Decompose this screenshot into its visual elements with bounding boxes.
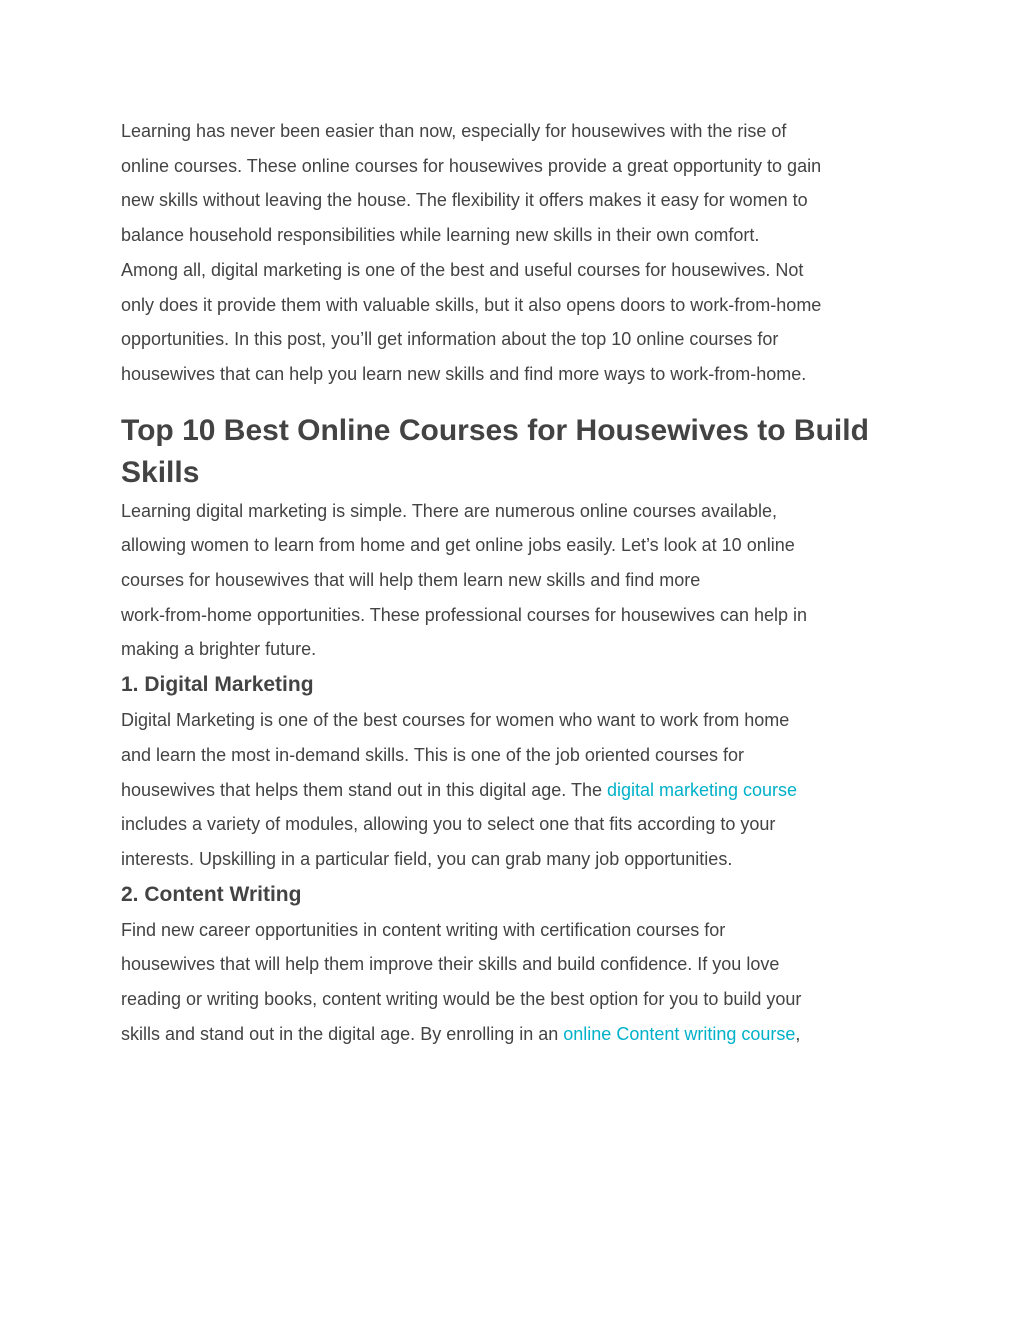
- among-all-paragraph: [121, 253, 911, 392]
- text-line: and learn the most in-demand skills. This is one of the job oriented courses for: [121, 744, 744, 765]
- content-writing-heading: 2. Content Writing: [121, 882, 302, 906]
- text-line: opportunities. In this post, you’ll get information about the top 10 online courses for: [121, 329, 779, 350]
- main-heading: [121, 410, 911, 494]
- text-line: reading or writing books, content writing would be the best option for you to build your: [121, 989, 802, 1010]
- heading-line: Top 10 Best Online Courses for Housewives to Build: [121, 413, 869, 447]
- text-line: Learning digital marketing is simple. There are numerous online courses available,: [121, 500, 778, 521]
- text-line: housewives that can help you learn new skills and find more ways to work-from-home.: [121, 363, 807, 384]
- trailing-comma: ,: [795, 1023, 801, 1044]
- text-line: only does it provide them with valuable skills, but it also opens doors to work-from-home: [121, 294, 822, 315]
- content-writing-paragraph: [121, 913, 911, 1052]
- text-line-with-link: [121, 773, 911, 808]
- text-line: making a brighter future.: [121, 639, 317, 660]
- text-line: housewives that will help them improve their skills and build confidence. If you love: [121, 954, 780, 975]
- document-page: [121, 114, 911, 1051]
- text-line: Among all, digital marketing is one of the best and useful courses for housewives. Not: [121, 259, 804, 280]
- heading-line: Skills: [121, 455, 200, 489]
- text-line: interests. Upskilling in a particular field, you can grab many job opportunities.: [121, 848, 733, 869]
- text-line: courses for housewives that will help them learn new skills and find more: [121, 570, 701, 591]
- digital-marketing-course-link[interactable]: digital marketing course: [606, 779, 798, 800]
- content-writing-course-link[interactable]: online Content writing course: [563, 1023, 796, 1044]
- intro-paragraph: [121, 114, 911, 253]
- text-segment: housewives that helps them stand out in this digital age. The: [121, 779, 607, 800]
- text-line: work-from-home opportunities. These professional courses for housewives can help in: [121, 604, 808, 625]
- digital-marketing-heading: 1. Digital Marketing: [121, 673, 314, 697]
- text-line: balance household responsibilities while learning new skills in their own comfort.: [121, 225, 760, 246]
- text-line-with-link: [121, 1017, 911, 1052]
- text-segment: skills and stand out in the digital age. By enrolling in an: [121, 1023, 564, 1044]
- text-line: includes a variety of modules, allowing you to select one that fits according to your: [121, 814, 776, 835]
- text-line: Learning has never been easier than now, especially for housewives with the rise of: [121, 121, 787, 141]
- section-intro-paragraph: [121, 494, 911, 668]
- text-line: new skills without leaving the house. The flexibility it offers makes it easy for women to: [121, 190, 808, 211]
- text-line: allowing women to learn from home and get online jobs easily. Let’s look at 10 online: [121, 535, 795, 556]
- text-line: Find new career opportunities in content writing with certification courses for: [121, 919, 726, 940]
- digital-marketing-paragraph: [121, 703, 911, 877]
- text-line: Digital Marketing is one of the best courses for women who want to work from home: [121, 710, 790, 731]
- text-line: online courses. These online courses for housewives provide a great opportunity to gain: [121, 155, 822, 176]
